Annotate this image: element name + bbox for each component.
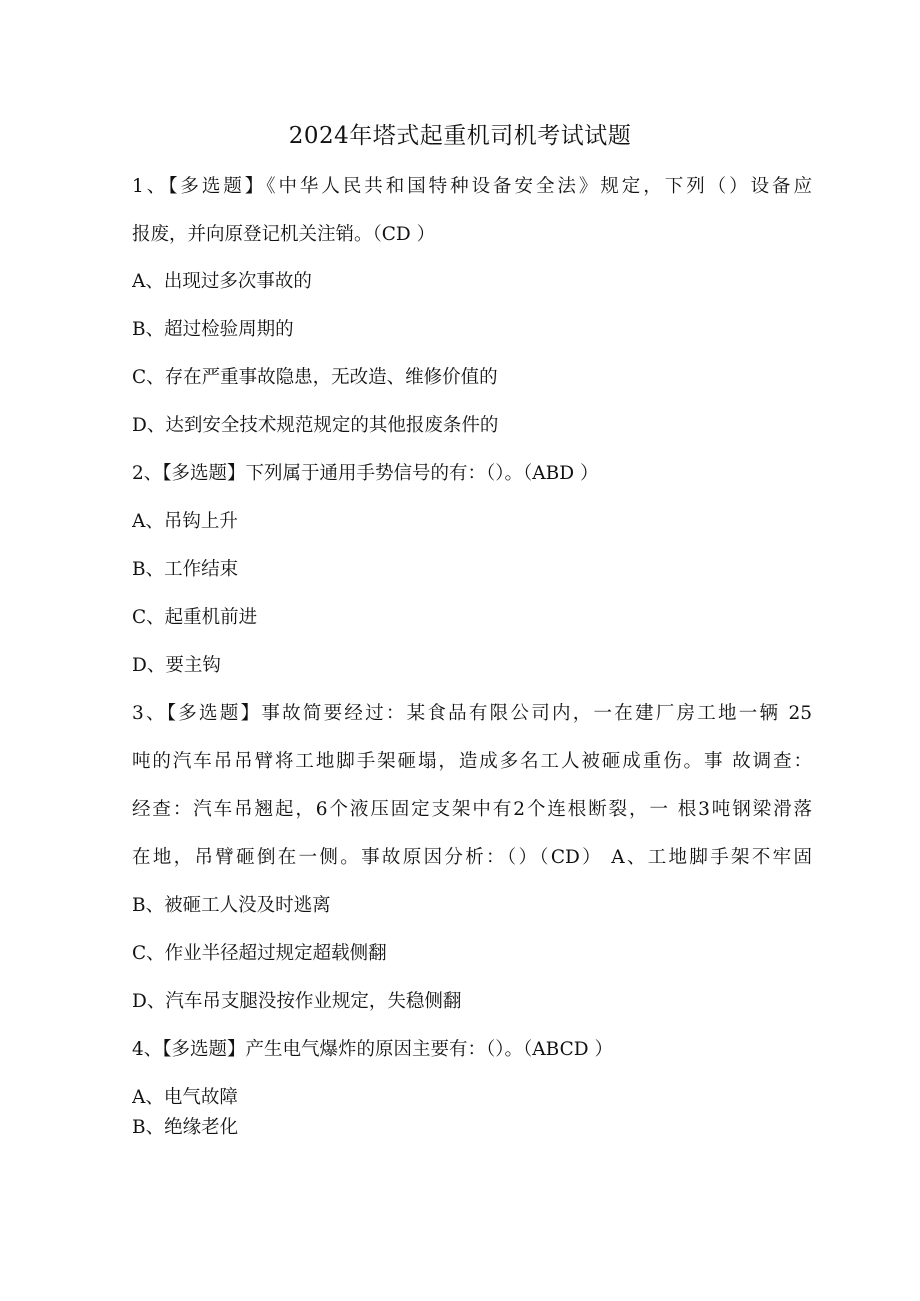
question-1-option-c: C、存在严重事故隐患，无改造、维修价值的: [132, 367, 498, 388]
question-1-option-b: B、超过检验周期的: [132, 319, 294, 340]
question-1-stem-line-2: 报废，并向原登记机关注销。（CD ）: [132, 224, 436, 245]
question-3-option-d: D、汽车吊支腿没按作业规定，失稳侧翻: [132, 991, 462, 1012]
question-3-stem-line-1: 3、【多选题】事故简要经过：某食品有限公司内，一在建厂房工地一辆 25: [132, 703, 812, 724]
question-3-stem-line-2: 吨的汽车吊吊臂将工地脚手架砸塌，造成多名工人被砸成重伤。事 故调查：: [132, 751, 812, 772]
question-1-option-d: D、达到安全技术规范规定的其他报废条件的: [132, 415, 499, 436]
question-3-stem-line-4: 在地，吊臂砸倒在一侧。事故原因分析：（）（CD） A、工地脚手架不牢固: [132, 847, 812, 868]
question-3-stem-line-3: 经查：汽车吊翘起，6个液压固定支架中有2个连根断裂，一 根3吨钢梁滑落: [132, 799, 812, 820]
question-2-option-b: B、工作结束: [132, 559, 239, 580]
question-2-option-d: D、要主钩: [132, 655, 221, 676]
question-1-stem-line-1: 1、【多选题】《中华人民共和国特种设备安全法》规定，下列（）设备应: [132, 176, 812, 197]
question-3-option-c: C、作业半径超过规定超载侧翻: [132, 943, 387, 964]
question-4-option-a: A、电气故障: [132, 1087, 238, 1108]
question-3-option-b: B、被砸工人没及时逃离: [132, 895, 331, 916]
question-4-option-b: B、绝缘老化: [132, 1117, 239, 1138]
question-1-option-a: A、出现过多次事故的: [132, 271, 312, 292]
question-2-stem: 2、【多选题】下列属于通用手势信号的有：（）。（ABD ）: [132, 463, 599, 484]
question-2-option-c: C、起重机前进: [132, 607, 258, 628]
question-4-stem: 4、【多选题】产生电气爆炸的原因主要有：（）。（ABCD ）: [132, 1039, 613, 1060]
document-title: 2024年塔式起重机司机考试试题: [288, 123, 632, 149]
question-2-option-a: A、吊钩上升: [132, 511, 238, 532]
